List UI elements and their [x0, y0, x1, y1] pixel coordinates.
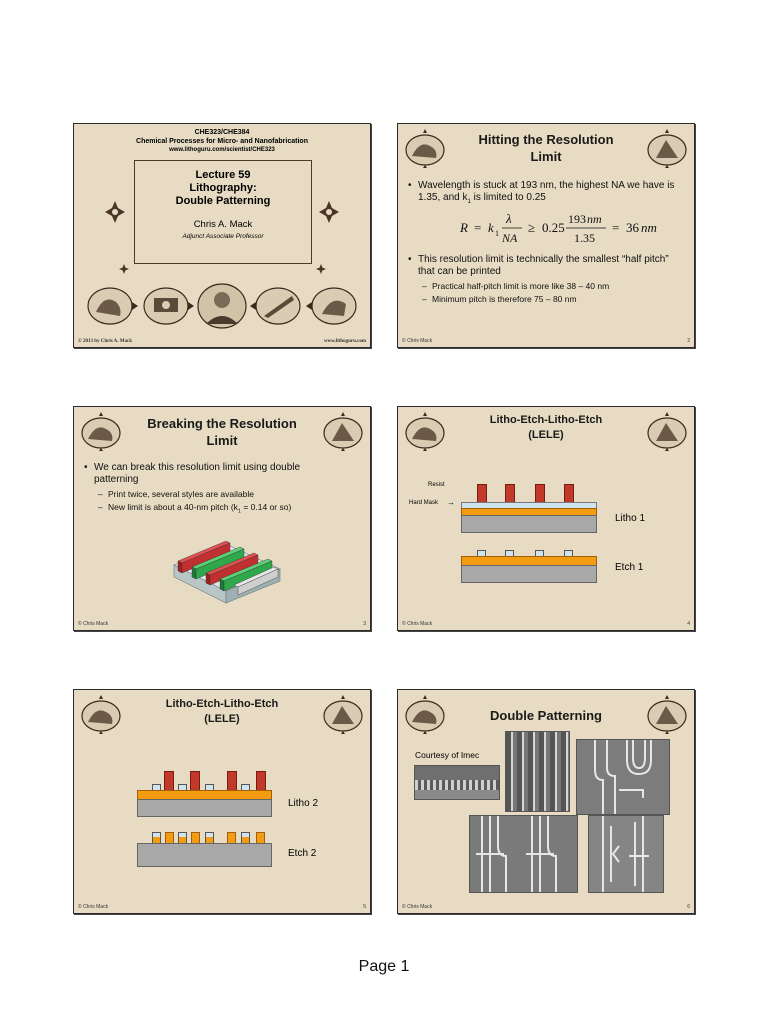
bullet-1-end: is limited to 0.25	[470, 192, 546, 203]
slide-4-page-number: 4	[687, 621, 690, 627]
slide-3-page-number: 3	[363, 621, 366, 627]
slide-2-sub-2: – Minimum pitch is therefore 75 – 80 nm	[422, 294, 577, 304]
author-name: Chris A. Mack	[193, 219, 253, 230]
substrate-layer	[137, 843, 272, 867]
slide-4-title-2: (LELE)	[528, 429, 564, 441]
svg-text:NA: NA	[502, 231, 518, 245]
svg-text:λ: λ	[506, 211, 512, 226]
hardmask-label: Hard Mask	[409, 500, 439, 506]
sem-lines-image	[505, 731, 570, 812]
sem-patterns-image-1	[576, 739, 670, 815]
litho2-label: Litho 2	[288, 798, 319, 809]
resolution-equation	[460, 208, 660, 248]
courtesy-label: Courtesy of Imec	[415, 750, 480, 760]
svg-text:193: 193	[568, 212, 586, 226]
resist-line	[505, 484, 515, 504]
arrow-right-icon: →	[447, 498, 455, 507]
svg-text:0.25: 0.25	[542, 220, 565, 235]
resist-line	[564, 484, 574, 504]
substrate-layer	[461, 515, 597, 533]
svg-text:nm: nm	[641, 220, 657, 235]
slide-4	[397, 406, 695, 631]
sem-cross-section-image	[414, 765, 500, 800]
sub-2-subscript: 1	[237, 508, 241, 515]
ornament-right-icon	[318, 200, 340, 224]
slide-6-page-number: 6	[687, 904, 690, 910]
bullet-1-sub: 1	[467, 199, 471, 205]
sub-1-text: Print twice, several styles are available	[108, 489, 254, 499]
svg-text:≥: ≥	[528, 220, 536, 235]
svg-text:1.35: 1.35	[574, 231, 595, 245]
sem-patterns-image-2	[469, 815, 578, 893]
litho1-label: Litho 1	[615, 513, 646, 524]
slide-2-page-number: 2	[687, 338, 690, 344]
etch2-label: Etch 2	[288, 848, 317, 859]
resist-line	[227, 771, 237, 791]
page-number-label: Page 1	[358, 958, 410, 975]
double-pattern-3d-illustration	[170, 519, 282, 605]
slide-3-footer-left: © Chris Mack	[78, 621, 109, 627]
slide-6-footer-left: © Chris Mack	[402, 904, 433, 910]
bullet-1-text: Wavelength is stuck at 193 nm, the highest NA we have is 1.35, and k	[418, 180, 675, 203]
ornament-small-left-icon	[119, 264, 129, 274]
slide-2-sub-1: – Practical half-pitch limit is more like 38 – 40 nm	[422, 281, 610, 291]
slide-5-page-number: 5	[363, 904, 366, 910]
slide-3-title-1: Breaking the Resolution	[147, 416, 297, 431]
slide-2-bullet-2: • This resolution limit is technically the smallest “half pitch” that can be printed	[408, 254, 669, 277]
sub-2-end: = 0.14 or so)	[240, 502, 292, 512]
sub-2-text: Minimum pitch is therefore 75 – 80 nm	[432, 294, 577, 304]
slide-2	[397, 123, 695, 348]
title-box	[134, 160, 312, 264]
resist-line	[164, 771, 174, 791]
substrate-layer	[461, 565, 597, 583]
resist-line	[256, 771, 266, 791]
course-title: Chemical Processes for Micro- and Nanofabrication	[136, 138, 308, 145]
author-title: Adjunct Associate Professor	[182, 233, 264, 240]
bullet-1-text: We can break this resolution limit using double patterning	[94, 462, 301, 485]
slide-2-title-1: Hitting the Resolution	[478, 132, 614, 147]
resist-line	[190, 771, 200, 791]
bullet-2-text: This resolution limit is technically the smallest “half pitch” that can be printed	[418, 254, 669, 277]
svg-text:1: 1	[495, 229, 499, 238]
slide-2-bullet-1: • Wavelength is stuck at 193 nm, the highest NA we have is 1.35, and $k_1$ is limited to 0.25	[408, 180, 675, 205]
slide-3-sub-1: – Print twice, several styles are available	[98, 489, 254, 499]
resist-label: Resist	[428, 482, 445, 488]
svg-text:=: =	[612, 220, 620, 235]
slide-3-sub-2: – New limit is about a 40-nm pitch ($k_1 = 0.14$ or so)	[98, 502, 292, 515]
substrate-layer	[137, 799, 272, 817]
sem-patterns-image-3	[588, 815, 664, 893]
resist-line	[535, 484, 545, 504]
svg-text:36: 36	[626, 220, 639, 235]
ornament-small-right-icon	[316, 264, 326, 274]
course-code: CHE323/CHE384	[194, 129, 250, 136]
svg-text:=: =	[474, 220, 482, 235]
slide-3-title-2: Limit	[206, 433, 238, 448]
slide-5-title-2: (LELE)	[204, 713, 240, 725]
slide-6	[397, 689, 695, 914]
resist-line	[477, 484, 487, 504]
sub-1-text: Practical half-pitch limit is more like 38 – 40 nm	[432, 281, 610, 291]
etch1-label: Etch 1	[615, 562, 644, 573]
ornament-left-icon	[104, 200, 126, 224]
history-vignettes-icon	[82, 282, 362, 330]
lecture-topic-1: Lithography:	[189, 182, 257, 194]
slide-3	[73, 406, 371, 631]
svg-text:nm: nm	[587, 212, 602, 226]
lecture-topic-2: Double Patterning	[175, 195, 271, 207]
slide-5-footer-left: © Chris Mack	[78, 904, 109, 910]
lecture-number: Lecture 59	[195, 169, 251, 181]
slide-2-footer-left: © Chris Mack	[402, 338, 433, 344]
slide-1-footer-left: © 2013 by Chris A. Mack	[78, 339, 133, 344]
slide-5	[73, 689, 371, 914]
sub-2-text: New limit is about a 40-nm pitch (k	[108, 502, 238, 512]
slide-4-title-1: Litho-Etch-Litho-Etch	[489, 414, 603, 426]
slide-3-bullet-1: • We can break this resolution limit using double patterning	[84, 462, 301, 485]
slide-5-title-1: Litho-Etch-Litho-Etch	[165, 698, 279, 710]
slide-1	[73, 123, 371, 348]
slide-4-footer-left: © Chris Mack	[402, 621, 433, 627]
svg-text:R: R	[460, 220, 468, 235]
slide-1-footer-right: www.lithoguru.com	[324, 339, 366, 344]
course-url: www.lithoguru.com/scientist/CHE323	[169, 147, 275, 153]
svg-text:k: k	[488, 220, 494, 235]
slide-6-title: Double Patterning	[490, 708, 602, 723]
slide-2-title-2: Limit	[530, 149, 562, 164]
